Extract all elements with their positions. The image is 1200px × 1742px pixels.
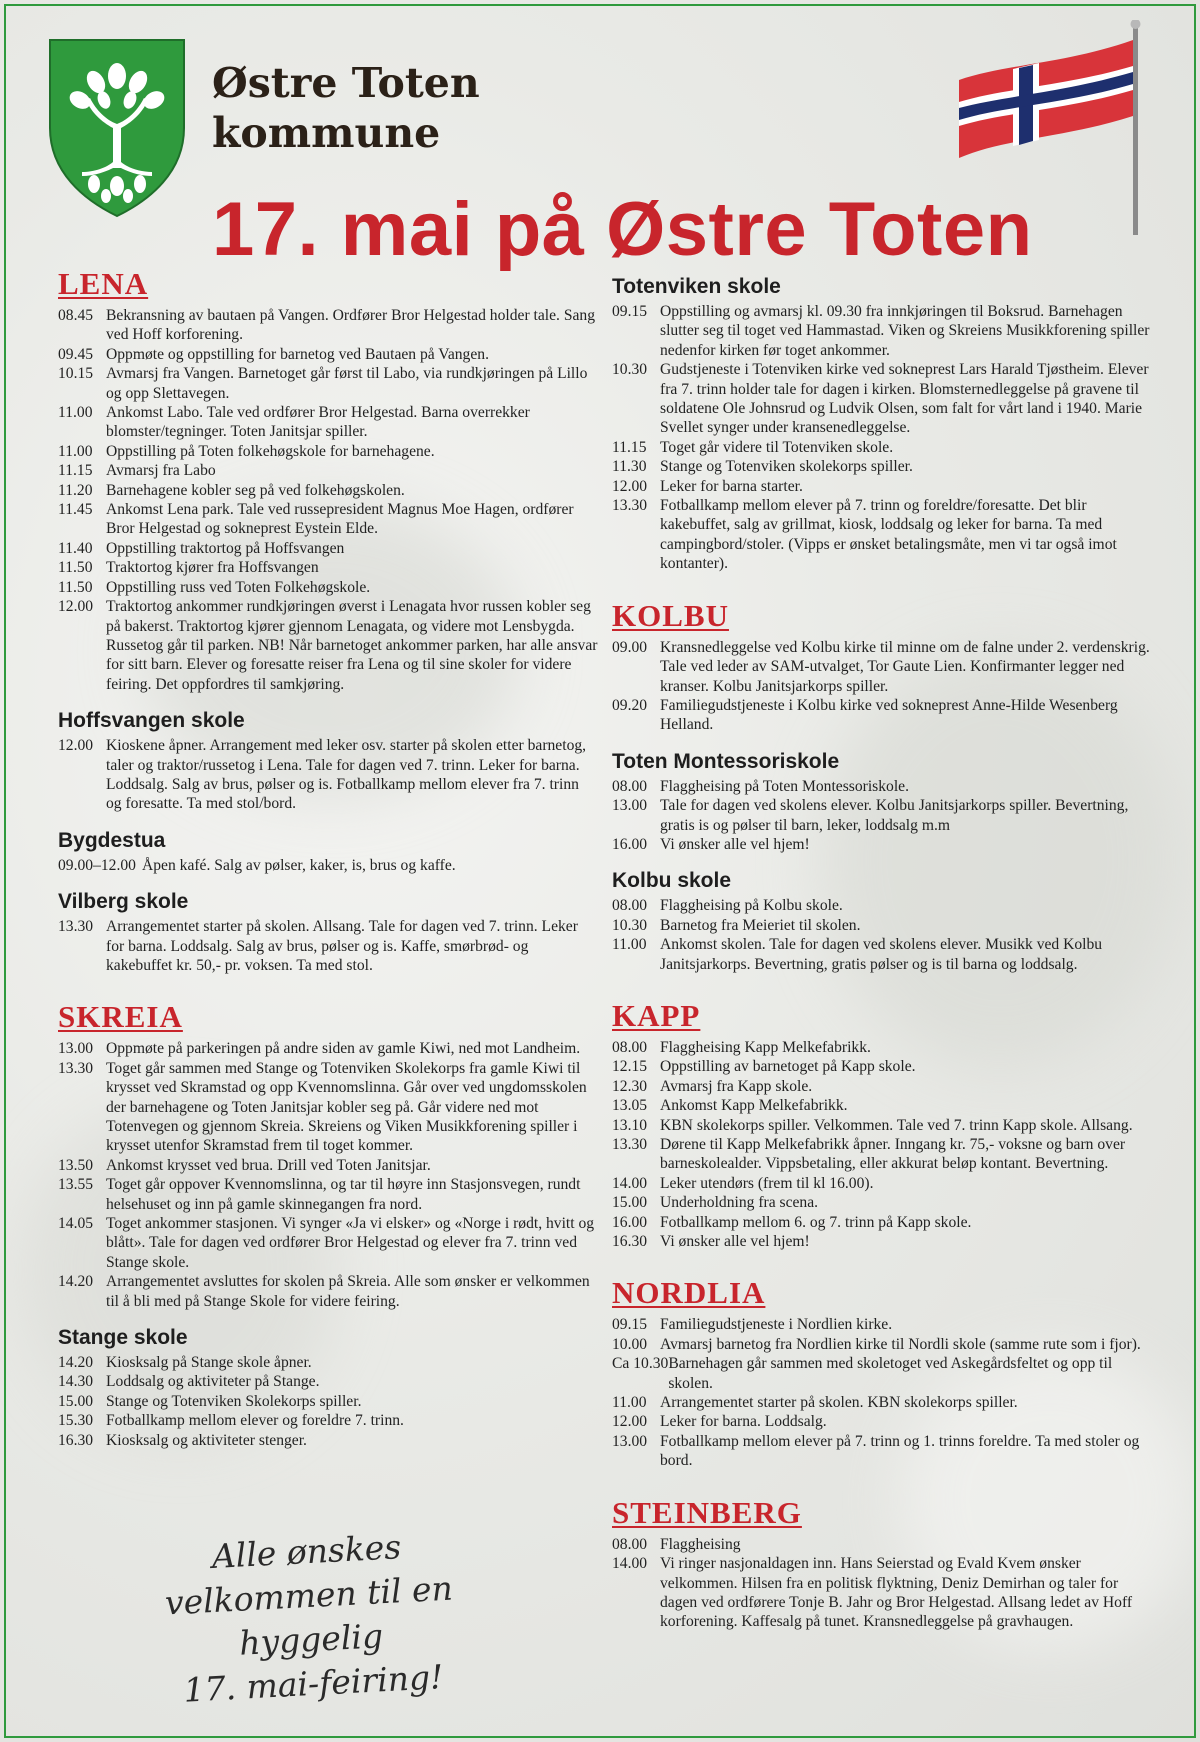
event-time: 13.30: [612, 497, 648, 515]
event-row: [58, 539, 598, 558]
event-row: [612, 1412, 1152, 1431]
section-vilberg-skole: [58, 889, 598, 975]
event-row: [58, 345, 598, 364]
event-time: 13.05: [612, 1097, 648, 1115]
event-time: 08.45: [58, 307, 94, 324]
section-skreia: [58, 999, 598, 1311]
event-description: Ankomst Lena park. Tale ved russepresident Magnus Moe Hagen, ordfører Bror Helgestad og sokneprest Eystein Elde.: [106, 501, 574, 538]
event-description: KBN skolekorps spiller. Velkommen. Tale ved 7. trinn Kapp skole. Allsang.: [660, 1116, 1133, 1134]
event-row: [58, 500, 598, 539]
section-stange-skole: [58, 1325, 598, 1450]
event-description: Fotballkamp mellom elever på 7. trinn og 1. trinns foreldre. Ta med stoler og bord.: [660, 1432, 1140, 1470]
event-description: Gudstjeneste i Totenviken kirke ved sokneprest Lars Harald Tjøstheim. Elever fra 7. trinn holder tale for dagen i kirken. Blomsternedleggelse på gravene til soldatene Ole Johnsrud og Ludvik Olsen, som falt for vårt land i 1940. Marie Svellet synger under kransenedleggelse.: [660, 361, 1149, 437]
event-description: Traktortog kjører fra Hoffsvangen: [106, 559, 319, 577]
event-time: 13.55: [58, 1176, 94, 1194]
event-row: [612, 916, 1152, 935]
event-description: Underholdning fra scena.: [660, 1194, 819, 1212]
event-time: 14.05: [58, 1215, 94, 1233]
event-description: Ankomst Kapp Melkefabrikk.: [660, 1097, 848, 1115]
event-row: [612, 835, 1152, 854]
event-time: 08.00: [612, 777, 648, 795]
event-row: [612, 302, 1152, 360]
event-row: [612, 1057, 1152, 1076]
right-column: [612, 274, 1152, 1632]
event-row: [612, 1335, 1152, 1354]
closing-greeting: [96, 1519, 525, 1717]
municipality-crest-icon: [46, 36, 188, 218]
event-description: Toget går videre til Totenviken skole.: [660, 438, 894, 456]
event-description: Kiosksalg og aktiviteter stenger.: [106, 1431, 307, 1449]
event-row: [58, 1214, 598, 1272]
event-row: [58, 578, 598, 597]
event-row: [612, 777, 1152, 796]
event-row: [612, 796, 1152, 835]
event-row: [612, 1174, 1152, 1193]
event-time: 10.00: [612, 1335, 648, 1353]
event-time: 13.10: [612, 1116, 648, 1134]
event-row: [612, 1077, 1152, 1096]
event-row: [612, 696, 1152, 735]
section-toten-montessoriskole: [612, 749, 1152, 855]
event-time: 13.00: [612, 1432, 648, 1450]
event-time: 14.20: [58, 1273, 94, 1291]
event-description: Barnetog fra Meieriet til skolen.: [660, 916, 861, 934]
event-description: Stange og Totenviken Skolekorps spiller.: [106, 1392, 362, 1410]
event-time: 11.20: [58, 481, 93, 499]
left-column: [58, 266, 598, 1450]
event-description: Avmarsj fra Vangen. Barnetoget går først til Labo, via rundkjøringen på Lillo og opp Slettavegen.: [106, 365, 588, 402]
page-title: 17. mai på Østre Toten: [212, 187, 1033, 272]
venue-heading: Vilberg skole: [58, 890, 189, 914]
event-time: 15.00: [612, 1194, 648, 1212]
event-description: Dørene til Kapp Melkefabrikk åpner. Inngang kr. 75,- voksne og barn over barneskolealder. Vippsbetaling, eller akkurat beløp kontant. Bevertning.: [660, 1136, 1126, 1173]
event-time: 11.00: [58, 442, 93, 460]
event-list: [612, 896, 1152, 974]
event-description: Ankomst skolen. Tale for dagen ved skolens elever. Musikk ved Kolbu Janitsjarkorps. Bevertning, gratis pølser og is til barna og loddsalg.: [660, 936, 1103, 973]
section-totenviken-skole: [612, 274, 1152, 574]
event-time: 08.00: [612, 897, 648, 915]
event-time: 11.00: [58, 404, 93, 422]
event-description: Familiegudstjeneste i Nordlien kirke.: [660, 1316, 893, 1334]
event-time: Ca 10.30: [612, 1355, 669, 1373]
event-description: Toget ankommer stasjonen. Vi synger «Ja vi elsker» og «Norge i rødt, hvitt og blått». Tale for dagen ved ordfører Bror Helgestad og elever fra 7. trinn ved Stange skole.: [106, 1215, 595, 1271]
event-description: Vi ringer nasjonaldagen inn. Hans Seierstad og Evald Kvem ønsker velkommen. Hilsen fra en politisk flyktning, Deniz Demirhan og taler for dagen ved ordførere Tonje B. Jahr og Bror Helgestad. Allsang ledet av Hoff korforening. Kaffesalg på tunet. Kransnedleggelse på gravhaugen.: [660, 1555, 1133, 1631]
event-description: Avmarsj fra Labo: [106, 462, 216, 480]
section-steinberg: [612, 1495, 1152, 1632]
event-time: 11.40: [58, 539, 93, 557]
event-description: Fotballkamp mellom 6. og 7. trinn på Kapp skole.: [660, 1213, 972, 1231]
page-header: [0, 0, 1200, 270]
venue-heading: Stange skole: [58, 1326, 188, 1350]
event-list: [612, 777, 1152, 855]
event-time: 16.00: [612, 1213, 648, 1231]
event-row: [612, 1232, 1152, 1251]
event-description: Kransnedleggelse ved Kolbu kirke til minne om de falne under 2. verdenskrig. Tale ved leder av SAM-utvalget, Tor Gaute Lien. Konfirmanter legger ned kranser. Kolbu Janitsjarkorps spiller.: [660, 638, 1150, 695]
venue-heading: Bygdestua: [58, 828, 166, 852]
event-description: Barnehagen går sammen med skoletoget ved Askegårdsfeltet og opp til skolen.: [668, 1355, 1113, 1392]
event-description: Oppstilling traktortog på Hoffsvangen: [106, 539, 345, 557]
area-heading: KOLBU: [612, 597, 729, 633]
event-time: 13.00: [612, 797, 648, 815]
event-row: [58, 1272, 598, 1311]
closing-line3: 17. mai-feiring!: [182, 1657, 445, 1710]
event-row: [612, 1096, 1152, 1115]
event-description: Kiosksalg på Stange skole åpner.: [106, 1354, 312, 1372]
event-description: Arrangementet starter på skolen. KBN skolekorps spiller.: [660, 1394, 1018, 1412]
event-row: [58, 1372, 598, 1391]
event-list: [58, 856, 598, 875]
venue-heading: Totenviken skole: [612, 275, 781, 298]
event-description: Flaggheising: [660, 1535, 741, 1553]
event-description: Arrangementet starter på skolen. Allsang. Tale for dagen ved 7. trinn. Leker for barna. Loddsalg. Salg av brus, pølser og is. Kaffe, smørbrød- og kakebuffet kr. 50,- pr. voksen. Ta med stol.: [106, 918, 578, 974]
event-time: 09.00–12.00: [58, 856, 136, 874]
event-row: [612, 1554, 1152, 1632]
event-time: 12.15: [612, 1058, 648, 1076]
event-time: 13.30: [612, 1136, 648, 1153]
event-row: [58, 481, 598, 500]
section-bygdestua: [58, 828, 598, 875]
event-time: 12.30: [612, 1077, 648, 1095]
event-description: Ankomst Labo. Tale ved ordfører Bror Helgestad. Barna overrekker blomster/tegninger. Toten Janitsjar spiller.: [106, 404, 530, 441]
event-time: 08.00: [612, 1535, 648, 1553]
section-nordlia: [612, 1275, 1152, 1470]
section-hoffsvangen-skole: [58, 708, 598, 814]
area-heading: KAPP: [612, 997, 701, 1033]
event-row: [612, 935, 1152, 974]
event-time: 10.30: [612, 916, 648, 934]
area-heading: LENA: [58, 266, 149, 301]
event-time: 11.00: [612, 936, 647, 954]
event-description: Tale for dagen ved skolens elever. Kolbu Janitsjarkorps spiller. Bevertning, gratis is og pølser til barn, leker, loddsalg m.m: [660, 797, 1129, 834]
event-description: Oppstilling av barnetoget på Kapp skole.: [660, 1058, 916, 1076]
event-list: [58, 1039, 598, 1311]
event-time: 10.30: [612, 361, 648, 379]
event-time: 16.30: [612, 1233, 648, 1251]
event-time: 11.50: [58, 559, 93, 577]
event-row: [58, 403, 598, 442]
event-description: Toget går oppover Kvennomslinna, og tar til høyre inn Stasjonsvegen, rundt helsehuset og inn på gamle skinnegangen fra nord.: [106, 1176, 581, 1213]
event-time: 13.30: [58, 1059, 94, 1077]
event-list: [612, 1535, 1152, 1632]
event-list: [58, 917, 598, 975]
event-row: [612, 1354, 1152, 1393]
event-description: Avmarsj fra Kapp skole.: [660, 1077, 813, 1095]
event-time: 12.00: [58, 737, 94, 755]
event-row: [58, 1175, 598, 1214]
event-list: [612, 1315, 1152, 1470]
event-list: [58, 1353, 598, 1450]
event-time: 11.15: [612, 438, 647, 456]
event-description: Leker for barna starter.: [660, 477, 803, 495]
event-row: [58, 1392, 598, 1411]
event-time: 12.00: [612, 1413, 648, 1431]
event-row: [58, 736, 598, 814]
event-row: [612, 896, 1152, 915]
event-description: Åpen kafé. Salg av pølser, kaker, is, brus og kaffe.: [141, 856, 456, 874]
event-row: [612, 1116, 1152, 1135]
municipality-name: [212, 58, 480, 158]
event-row: [58, 558, 598, 577]
event-row: [612, 477, 1152, 496]
event-time: 11.00: [612, 1394, 647, 1412]
event-row: [58, 917, 598, 975]
municipality-name-line1: Østre Toten: [212, 59, 480, 107]
venue-heading: Toten Montessoriskole: [612, 749, 840, 773]
event-description: Avmarsj barnetog fra Nordlien kirke til Nordli skole (samme rute som i fjor).: [660, 1335, 1141, 1353]
event-description: Fotballkamp mellom elever på 7. trinn og foreldre/foresatte. Det blir kakebuffet, salg av grillmat, kiosk, loddsalg og leker for barna. Ta med campingbord/stoler. (Vipps er ønsket betalingsmåte, men vi tar også imot kontanter).: [660, 497, 1117, 573]
event-list: [612, 302, 1152, 574]
event-row: [612, 360, 1152, 438]
event-time: 13.30: [58, 918, 94, 936]
event-description: Bekransning av bautaen på Vangen. Ordfører Bror Helgestad holder tale. Sang ved Hoff korforening.: [106, 307, 596, 344]
event-description: Stange og Totenviken skolekorps spiller.: [660, 458, 913, 476]
event-time: 09.45: [58, 345, 94, 363]
event-row: [612, 1432, 1152, 1471]
event-time: 09.00: [612, 638, 648, 656]
event-description: Flaggheising på Toten Montessoriskole.: [660, 777, 909, 795]
closing-line1: Alle ønskes: [210, 1527, 403, 1577]
event-row: [612, 1393, 1152, 1412]
event-time: 14.20: [58, 1354, 94, 1372]
event-row: [612, 1535, 1152, 1554]
event-row: [612, 1038, 1152, 1057]
event-time: 09.20: [612, 696, 648, 714]
event-row: [58, 306, 598, 345]
event-list: [612, 638, 1152, 735]
event-description: Toget går sammen med Stange og Totenviken Skolekorps fra gamle Kiwi til krysset ved Skramstad og opp Kvennomslinna. Går over ved ungdomsskolen der barnehagene og Toten Janitsjar kobler seg på. Går videre ned mot Totenvegen og gjennom Skreia. Skreiens og Viken Musikkforening spiller i krysset utenfor Skramstad frem til toget kommer.: [106, 1059, 587, 1155]
event-time: 11.50: [58, 578, 93, 596]
event-description: Fotballkamp mellom elever og foreldre 7. trinn.: [106, 1412, 404, 1430]
event-row: [612, 1193, 1152, 1212]
event-row: [612, 1135, 1152, 1174]
area-heading: STEINBERG: [612, 1494, 802, 1530]
event-description: Flaggheising på Kolbu skole.: [660, 897, 843, 915]
event-description: Vi ønsker alle vel hjem!: [660, 1233, 810, 1251]
event-row: [58, 442, 598, 461]
event-row: [58, 856, 598, 875]
event-time: 12.00: [58, 598, 94, 616]
event-description: Oppstilling russ ved Toten Folkehøgskole.: [106, 578, 371, 596]
event-row: [58, 1059, 598, 1156]
event-time: 11.30: [612, 458, 647, 476]
event-time: 15.30: [58, 1412, 94, 1430]
event-description: Ankomst krysset ved brua. Drill ved Toten Janitsjar.: [106, 1156, 431, 1174]
event-row: [58, 461, 598, 480]
event-description: Familiegudstjeneste i Kolbu kirke ved sokneprest Anne-Hilde Wesenberg Helland.: [660, 696, 1118, 734]
event-row: [612, 438, 1152, 457]
section-kapp: [612, 998, 1152, 1251]
event-time: 14.00: [612, 1555, 648, 1573]
event-time: 15.00: [58, 1392, 94, 1410]
municipality-name-line2: kommune: [212, 109, 441, 157]
event-row: [58, 1039, 598, 1058]
event-row: [612, 1213, 1152, 1232]
event-list: [58, 736, 598, 814]
event-time: 11.15: [58, 462, 93, 480]
event-row: [58, 364, 598, 403]
event-description: Barnehagene kobler seg på ved folkehøgskolen.: [106, 481, 405, 499]
event-row: [612, 638, 1152, 696]
event-time: 09.15: [612, 1316, 648, 1334]
event-time: 09.15: [612, 303, 648, 320]
event-row: [612, 457, 1152, 476]
event-row: [58, 1411, 598, 1430]
event-time: 14.00: [612, 1174, 648, 1192]
event-time: 11.45: [58, 501, 93, 519]
event-description: Oppmøte på parkeringen på andre siden av gamle Kiwi, ned mot Landheim.: [106, 1040, 581, 1058]
event-description: Arrangementet avsluttes for skolen på Skreia. Alle som ønsker er velkommen til å bli med på Stange Skole for videre feiring.: [106, 1273, 590, 1310]
event-description: Oppstilling og avmarsj kl. 09.30 fra innkjøringen til Boksrud. Barnehagen slutter seg til toget ved Hammastad. Viken og Skreiens Musikkforening spiller nedenfor kirken før toget ankommer.: [660, 303, 1150, 359]
section-lena: [58, 266, 598, 694]
event-description: Leker for barna. Loddsalg.: [660, 1413, 827, 1431]
section-kolbu: [612, 598, 1152, 735]
area-heading: NORDLIA: [612, 1275, 766, 1311]
event-description: Flaggheising Kapp Melkefabrikk.: [660, 1038, 871, 1056]
event-row: [612, 1315, 1152, 1334]
event-time: 16.30: [58, 1431, 94, 1449]
event-time: 13.50: [58, 1156, 94, 1174]
event-list: [58, 306, 598, 694]
section-kolbu-skole: [612, 868, 1152, 974]
event-time: 08.00: [612, 1038, 648, 1056]
event-description: Oppmøte og oppstilling for barnetog ved Bautaen på Vangen.: [106, 345, 489, 363]
event-list: [612, 1038, 1152, 1251]
event-description: Oppstilling på Toten folkehøgskole for barnehagene.: [106, 442, 435, 460]
event-row: [58, 1353, 598, 1372]
event-description: Traktortog ankommer rundkjøringen øverst i Lenagata hvor russen kobler seg på bakerst. Traktortog kjører gjennom Lenagata, og videre mot Lensbygda. Russetog går til parken. NB! Når barnetoget ankommer parken, har alle ansvar for sitt barn. Elever og foresatte reiser fra Lena og til sine skoler for videre feiring. Det oppfordres til samkjøring.: [106, 598, 598, 693]
venue-heading: Kolbu skole: [612, 869, 732, 893]
event-description: Leker utendørs (frem til kl 16.00).: [660, 1174, 874, 1192]
event-description: Loddsalg og aktiviteter på Stange.: [106, 1373, 320, 1391]
event-time: 13.00: [58, 1040, 94, 1058]
event-row: [58, 1156, 598, 1175]
event-row: [612, 496, 1152, 574]
venue-heading: Hoffsvangen skole: [58, 709, 245, 733]
event-time: 12.00: [612, 477, 648, 495]
event-row: [58, 1431, 598, 1450]
area-heading: SKREIA: [58, 999, 183, 1035]
event-time: 14.30: [58, 1373, 94, 1391]
event-description: Vi ønsker alle vel hjem!: [660, 835, 810, 853]
event-time: 16.00: [612, 835, 648, 853]
event-description: Kioskene åpner. Arrangement med leker osv. starter på skolen etter barnetog, taler og traktor/russetog i Lena. Tale for dagen ved 7. trinn. Leker for barna. Loddsalg. Salg av brus, pølser og is. Fotballkamp mellom elever fra 7. trinn og foresatte. Ta med stol/bord.: [106, 737, 587, 813]
event-row: [58, 597, 598, 694]
event-time: 10.15: [58, 365, 94, 383]
closing-line2: velkommen til en hyggelig: [163, 1568, 454, 1663]
